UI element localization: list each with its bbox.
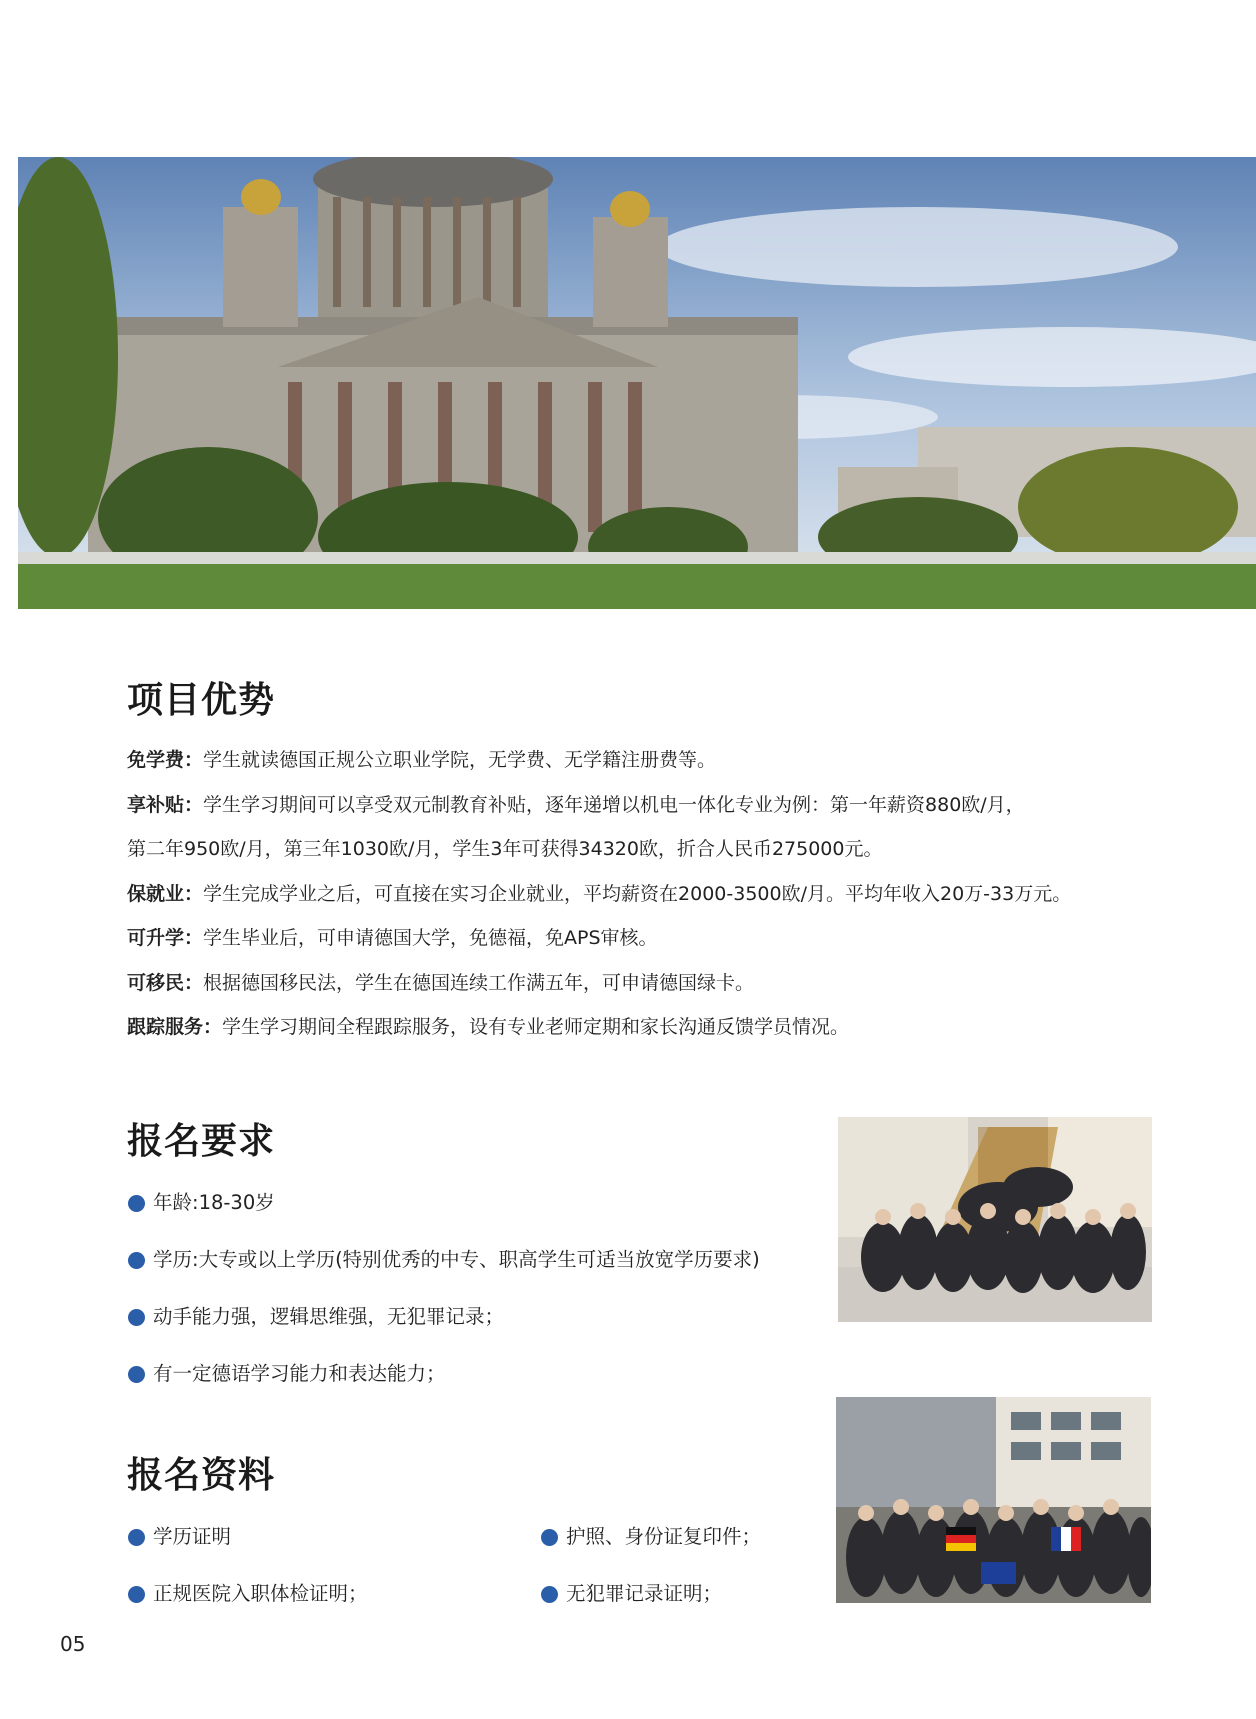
material-text: 学历证明 (153, 1525, 232, 1548)
advantage-term: 可移民： (127, 971, 204, 994)
advantage-text-cont: 第二年950欧/月，第三年1030欧/月，学生3年可获得34320欧，折合人民币275000元。 (127, 838, 883, 860)
advantage-text: 学生完成学业之后，可直接在实习企业就业，平均薪资在2000-3500欧/月。平均年收入20万-33万元。 (203, 882, 1072, 905)
bullet-dot-icon (128, 1252, 145, 1269)
advantage-item (127, 783, 1167, 828)
advantage-text: 学生毕业后，可申请德国大学，免德福，免APS审核。 (203, 927, 658, 949)
advantage-item (127, 916, 1167, 961)
advantages-list (127, 738, 1167, 1050)
list-item (128, 1188, 760, 1245)
advantage-term: 保就业： (127, 882, 204, 905)
requirement-text: 年龄:18-30岁 (153, 1191, 275, 1214)
list-item (541, 1579, 761, 1636)
bullet-dot-icon (128, 1195, 145, 1212)
hero-cathedral-photo (18, 157, 1256, 609)
list-item (541, 1522, 761, 1579)
advantage-item (127, 961, 1167, 1006)
requirements-title: 报名要求 (127, 1121, 276, 1162)
advantage-term: 跟踪服务： (127, 1016, 223, 1038)
requirements-list (128, 1188, 760, 1416)
advantage-item (127, 1005, 1167, 1050)
advantage-text: 学生学习期间全程跟踪服务，设有专业老师定期和家长沟通反馈学员情况。 (222, 1016, 850, 1038)
bullet-dot-icon (128, 1366, 145, 1383)
advantages-title: 项目优势 (127, 680, 276, 721)
advantage-term: 免学费： (127, 749, 204, 771)
material-text: 正规医院入职体检证明； (153, 1582, 368, 1605)
material-text: 护照、身份证复印件； (566, 1525, 762, 1548)
bullet-dot-icon (128, 1529, 145, 1546)
advantage-item (127, 738, 1167, 783)
advantage-text: 学生学习期间可以享受双元制教育补贴，逐年递增以机电一体化专业为例：第一年薪资880欧/月， (203, 793, 1025, 816)
advantage-term: 可升学： (127, 927, 204, 949)
materials-list-left (128, 1522, 368, 1636)
bullet-dot-icon (128, 1309, 145, 1326)
materials-title: 报名资料 (127, 1455, 276, 1496)
material-text: 无犯罪记录证明； (566, 1582, 723, 1605)
advantage-term: 享补贴： (127, 793, 204, 816)
materials-list-right (541, 1522, 761, 1636)
requirement-text: 学历:大专或以上学历(特别优秀的中专、职高学生可适当放宽学历要求) (153, 1248, 760, 1271)
list-item (128, 1302, 760, 1359)
bullet-dot-icon (541, 1586, 558, 1603)
requirement-text: 动手能力强，逻辑思维强，无犯罪记录； (153, 1305, 505, 1328)
bullet-dot-icon (128, 1586, 145, 1603)
bullet-dot-icon (541, 1529, 558, 1546)
list-item (128, 1522, 368, 1579)
advantage-item-continuation (127, 827, 1167, 872)
advantage-item (127, 872, 1167, 917)
list-item (128, 1245, 760, 1302)
group-photo-outdoor (836, 1397, 1151, 1603)
requirement-text: 有一定德语学习能力和表达能力； (153, 1362, 446, 1385)
advantage-text: 学生就读德国正规公立职业学院，无学费、无学籍注册费等。 (203, 749, 717, 771)
page-number: 05 (60, 1632, 86, 1656)
list-item (128, 1579, 368, 1636)
list-item (128, 1359, 760, 1416)
group-photo-staircase (838, 1117, 1152, 1322)
advantage-text: 根据德国移民法，学生在德国连续工作满五年，可申请德国绿卡。 (203, 971, 755, 994)
